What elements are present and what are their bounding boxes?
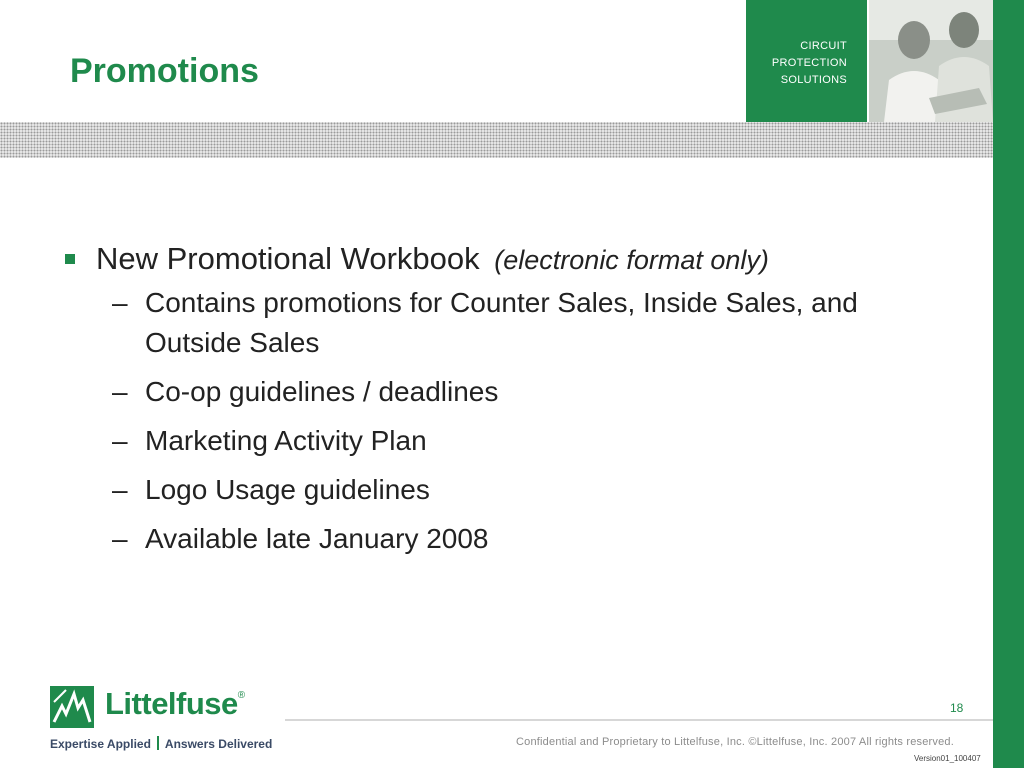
dotted-header-band <box>0 122 993 158</box>
list-item <box>112 470 912 510</box>
bullet-emphasis-text: (electronic format only) <box>494 245 769 275</box>
dash-bullet-icon: – <box>112 523 128 554</box>
version-label: Version01_100407 <box>914 754 981 763</box>
brand-tagline <box>772 38 847 89</box>
tagline <box>50 736 272 751</box>
tagline-separator <box>157 736 159 750</box>
slide-content <box>62 236 962 568</box>
bullet-item <box>62 236 962 283</box>
dash-bullet-icon: – <box>112 425 128 456</box>
people-photo-icon <box>869 0 993 122</box>
list-item-text: Contains promotions for Counter Sales, Inside Sales, and Outside Sales <box>145 287 858 358</box>
dash-bullet-icon: – <box>112 287 128 318</box>
list-item-text: Marketing Activity Plan <box>145 425 427 456</box>
list-item-text: Logo Usage guidelines <box>145 474 430 505</box>
littelfuse-logo <box>50 682 280 752</box>
page-number: 18 <box>950 701 964 715</box>
list-item <box>112 372 912 412</box>
littelfuse-logo-icon <box>50 686 94 728</box>
copyright-notice: Confidential and Proprietary to Littelfuse, Inc. ©Littelfuse, Inc. 2007 All rights reserved. <box>516 736 955 748</box>
logo-wordmark <box>105 686 245 722</box>
list-item-text: Available late January 2008 <box>145 523 489 554</box>
header-photo <box>869 0 993 122</box>
list-item <box>112 519 912 559</box>
dash-bullet-icon: – <box>112 474 128 505</box>
bullet-text <box>96 236 769 283</box>
list-item <box>112 421 912 461</box>
list-item-text: Co-op guidelines / deadlines <box>145 376 499 407</box>
tagline-right: Answers Delivered <box>164 737 273 751</box>
tagline-left: Expertise Applied <box>50 737 151 751</box>
brand-line-1: CIRCUIT <box>800 40 847 52</box>
sub-bullet-list <box>62 283 962 559</box>
bullet-main-text: New Promotional Workbook <box>96 241 480 276</box>
brand-line-2: PROTECTION <box>771 57 847 69</box>
page-title: Promotions <box>70 52 259 90</box>
dash-bullet-icon: – <box>112 376 128 407</box>
list-item <box>112 283 912 363</box>
registered-mark: ® <box>237 690 245 701</box>
logo-name: Littelfuse <box>105 686 238 721</box>
brand-line-3: SOLUTIONS <box>780 74 847 86</box>
footer-divider <box>285 719 993 721</box>
brand-panel <box>746 0 867 122</box>
square-bullet-icon <box>65 254 75 264</box>
right-accent-bar <box>993 0 1024 768</box>
